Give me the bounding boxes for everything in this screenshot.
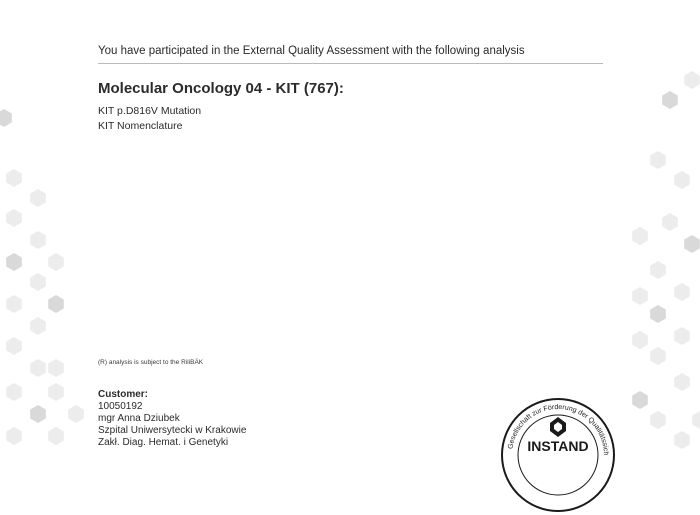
hexagon-shape <box>48 359 64 377</box>
hexagon-shape <box>48 427 64 445</box>
hexagon-shape <box>6 337 22 355</box>
hexagon-shape <box>650 305 666 323</box>
hexagon-shape <box>632 391 648 409</box>
hexagon-shape <box>48 383 64 401</box>
hexagon-shape <box>674 327 690 345</box>
hexagon-shape <box>632 331 648 349</box>
hexagon-shape <box>6 169 22 187</box>
hexagon-shape <box>674 431 690 449</box>
hexagon-shape <box>674 373 690 391</box>
hexagon-shape <box>30 231 46 249</box>
hexagon-shape <box>650 411 666 429</box>
customer-department: Zakł. Diag. Hemat. i Genetyki <box>98 437 229 448</box>
hexagon-shape <box>30 273 46 291</box>
analysis-title: Molecular Oncology 04 - KIT (767): <box>98 80 344 97</box>
rilibak-footnote: (R) analysis is subject to the RiliBÄK <box>98 359 204 366</box>
hexagon-shape <box>692 411 700 429</box>
hexagon-shape <box>6 253 22 271</box>
analysis-item-nomenclature: KIT Nomenclature <box>98 120 183 132</box>
hexagon-shape <box>684 71 700 89</box>
hexagon-shape <box>6 383 22 401</box>
hexagon-shape <box>68 405 84 423</box>
analysis-item-mutation: KIT p.D816V Mutation <box>98 105 202 117</box>
seal-arc-text: Gesellschaft zur Förderung der Qualitätssich <box>507 403 610 456</box>
hexagon-shape <box>30 317 46 335</box>
intro-text: You have participated in the External Quality Assessment with the following analysis <box>98 45 603 64</box>
hexagon-shape <box>30 359 46 377</box>
hexagon-shape <box>650 151 666 169</box>
hexagon-shape <box>6 209 22 227</box>
hexagon-shape <box>674 283 690 301</box>
hexagon-shape <box>6 295 22 313</box>
hexagon-shape <box>6 427 22 445</box>
hexagon-shape <box>0 109 12 127</box>
customer-label: Customer: <box>98 389 149 400</box>
hexagon-shape <box>650 347 666 365</box>
hexagon-shape <box>650 261 666 279</box>
hexagon-shape <box>48 253 64 271</box>
hexagon-shape <box>48 295 64 313</box>
hexagon-shape <box>30 405 46 423</box>
hexagon-shape <box>674 171 690 189</box>
hexagon-shape <box>632 227 648 245</box>
hexagon-shape <box>662 91 678 109</box>
hexagon-shape <box>662 213 678 231</box>
customer-name: mgr Anna Dziubek <box>98 413 180 424</box>
hexagon-shape <box>684 235 700 253</box>
instand-seal-logo <box>498 395 618 515</box>
customer-id: 10050192 <box>98 401 143 412</box>
seal-brand-text: INSTAND <box>527 438 589 454</box>
customer-institution: Szpital Uniwersytecki w Krakowie <box>98 425 247 436</box>
customer-block <box>98 389 246 449</box>
hexagon-shape <box>30 189 46 207</box>
hexagon-shape <box>632 287 648 305</box>
